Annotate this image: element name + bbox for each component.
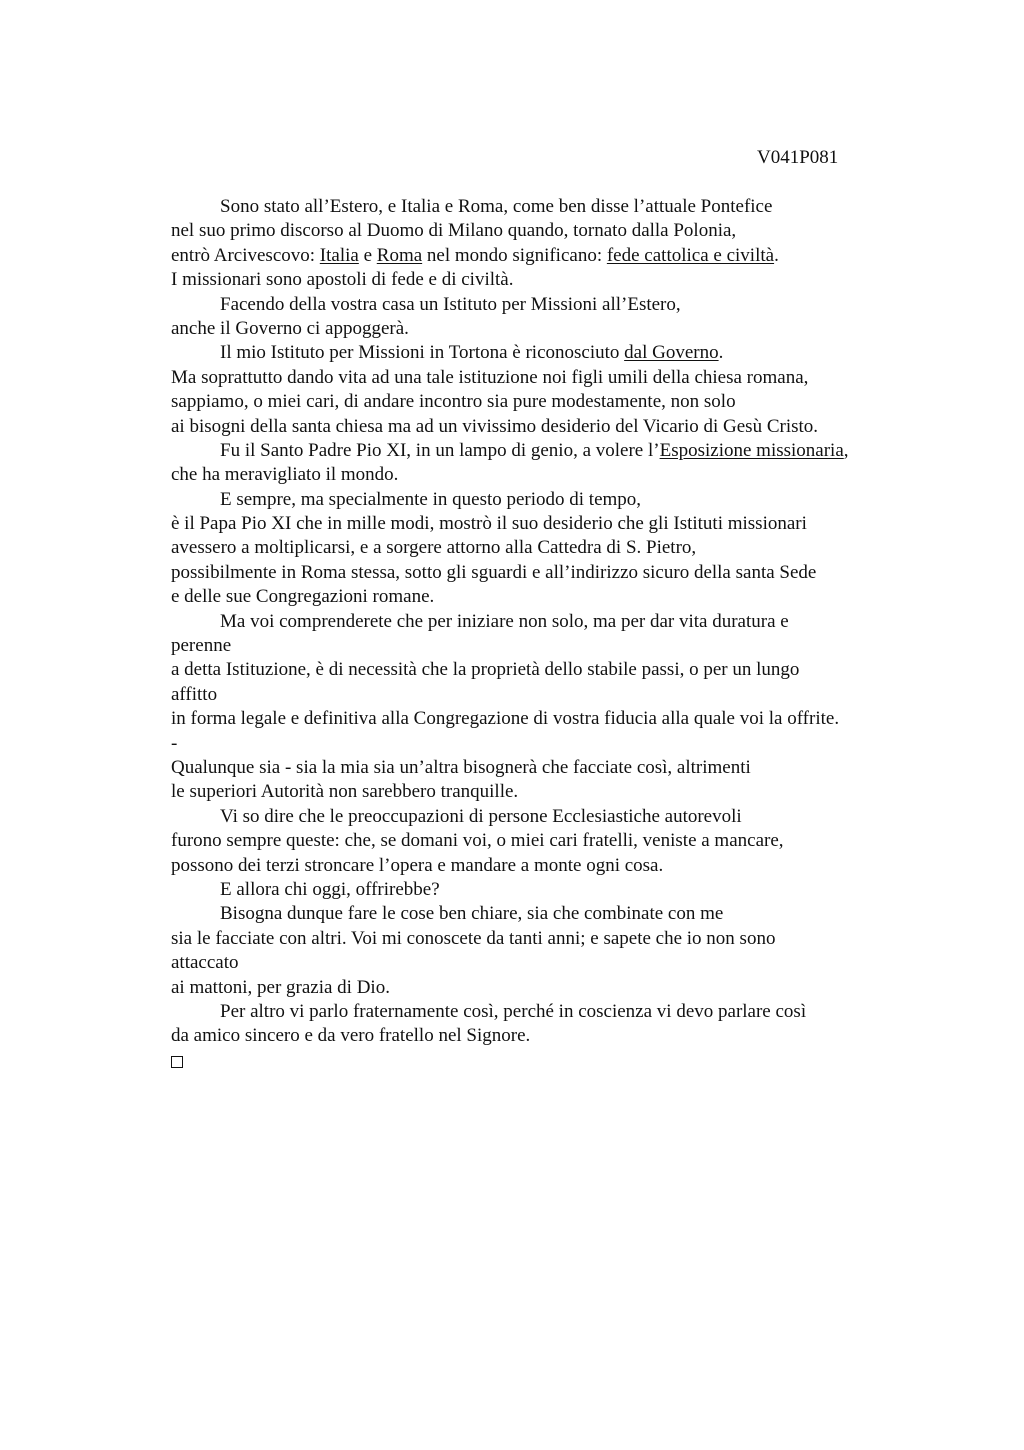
text-line — [171, 634, 971, 658]
text-segment: avessero a moltiplicarsi, e a sorgere attorno alla Cattedra di S. Pietro, — [171, 537, 697, 559]
text-line — [171, 780, 971, 804]
text-segment: perenne — [171, 635, 232, 657]
text-line — [171, 683, 971, 707]
text-segment: - — [171, 732, 178, 754]
text-line — [171, 1024, 971, 1048]
text-segment: . — [718, 342, 724, 364]
text-line — [171, 902, 971, 926]
text-segment: E allora chi oggi, offrirebbe? — [220, 878, 440, 900]
end-marker-line — [171, 1049, 971, 1073]
text-line — [171, 244, 971, 268]
text-line — [171, 610, 971, 634]
text-line — [171, 707, 971, 731]
text-segment: possono dei terzi stroncare l’opera e mandare a monte ogni cosa. — [171, 854, 664, 876]
text-line — [171, 463, 971, 487]
text-line — [171, 658, 971, 682]
text-line — [171, 829, 971, 853]
text-segment: affitto — [171, 683, 218, 705]
text-line — [171, 366, 971, 390]
text-segment: Bisogna dunque fare le cose ben chiare, sia che combinate con me — [220, 903, 724, 925]
text-line — [171, 951, 971, 975]
text-line — [171, 561, 971, 585]
text-line — [171, 390, 971, 414]
text-segment: E sempre, ma specialmente in questo periodo di tempo, — [220, 488, 642, 510]
text-line — [171, 219, 971, 243]
text-segment: a detta Istituzione, è di necessità che la proprietà dello stabile passi, o per un lungo — [171, 659, 800, 681]
text-line — [171, 878, 971, 902]
text-segment: che ha meravigliato il mondo. — [171, 464, 399, 486]
text-segment: Vi so dire che le preoccupazioni di persone Ecclesiastiche autorevoli — [220, 805, 742, 827]
letter-body — [171, 195, 971, 1073]
text-segment: e — [358, 244, 377, 266]
text-segment: Facendo della vostra casa un Istituto per Missioni all’Estero, — [220, 293, 681, 315]
text-segment: , — [843, 439, 849, 461]
text-line — [171, 1000, 971, 1024]
text-segment: Qualunque sia - sia la mia sia un’altra bisognerà che facciate così, altrimenti — [171, 756, 751, 778]
text-line — [171, 512, 971, 536]
text-line — [171, 439, 971, 463]
text-segment: Sono stato all’Estero, e Italia e Roma, come ben disse l’attuale Pontefice — [220, 196, 773, 217]
text-line — [171, 732, 971, 756]
page-code: V041P081 — [757, 147, 839, 168]
text-segment: e delle sue Congregazioni romane. — [171, 586, 435, 608]
text-segment: Per altro vi parlo fraternamente così, perché in coscienza vi devo parlare così — [220, 1000, 807, 1022]
text-line — [171, 268, 971, 292]
text-segment: Ma soprattutto dando vita ad una tale istituzione noi figli umili della chiesa romana, — [171, 366, 809, 388]
text-segment: nel suo primo discorso al Duomo di Milano quando, tornato dalla Polonia, — [171, 220, 737, 242]
text-line — [171, 585, 971, 609]
text-segment: anche il Governo ci appoggerà. — [171, 317, 409, 339]
text-line — [171, 976, 971, 1000]
text-line — [171, 805, 971, 829]
text-segment: da amico sincero e da vero fratello nel Signore. — [171, 1025, 531, 1047]
text-segment: sappiamo, o miei cari, di andare incontro sia pure modestamente, non solo — [171, 391, 736, 413]
text-segment: attaccato — [171, 952, 239, 974]
text-segment: le superiori Autorità non sarebbero tranquille. — [171, 781, 519, 803]
text-line — [171, 854, 971, 878]
text-segment: possibilmente in Roma stessa, sotto gli sguardi e all’indirizzo sicuro della santa Sede — [171, 561, 817, 583]
text-line — [171, 415, 971, 439]
square-box-icon — [171, 1056, 183, 1068]
text-segment: sia le facciate con altri. Voi mi conoscete da tanti anni; e sapete che io non sono — [171, 927, 776, 949]
text-line — [171, 317, 971, 341]
text-line — [171, 293, 971, 317]
text-segment: entrò Arcivescovo: — [171, 244, 320, 266]
text-segment: in forma legale e definitiva alla Congregazione di vostra fiducia alla quale voi la offrite. — [171, 708, 840, 730]
underlined-phrase: Roma — [376, 244, 423, 266]
text-segment: . — [774, 244, 779, 266]
text-line — [171, 341, 971, 365]
text-segment: I missionari sono apostoli di fede e di civiltà. — [171, 269, 514, 291]
text-segment: è il Papa Pio XI che in mille modi, mostrò il suo desiderio che gli Istituti missionari — [171, 513, 807, 535]
text-line — [171, 927, 971, 951]
text-segment: furono sempre queste: che, se domani voi, o miei cari fratelli, veniste a mancare, — [171, 830, 784, 852]
text-segment: Fu il Santo Padre Pio XI, in un lampo di genio, a volere l’ — [220, 439, 660, 461]
text-segment: nel mondo significano: — [422, 244, 607, 266]
underlined-phrase: fede cattolica e civiltà — [606, 244, 775, 266]
text-segment: ai bisogni della santa chiesa ma ad un vivissimo desiderio del Vicario di Gesù Cristo. — [171, 415, 819, 437]
text-segment: ai mattoni, per grazia di Dio. — [171, 976, 390, 998]
text-line — [171, 488, 971, 512]
underlined-phrase: dal Governo — [624, 342, 719, 364]
text-line — [171, 756, 971, 780]
text-line — [171, 195, 971, 219]
underlined-phrase: Italia — [319, 244, 359, 266]
text-segment: Il mio Istituto per Missioni in Tortona è riconosciuto — [220, 342, 625, 364]
text-segment: Ma voi comprenderete che per iniziare non solo, ma per dar vita duratura e — [220, 610, 789, 632]
text-line — [171, 536, 971, 560]
underlined-phrase: Esposizione missionaria — [659, 439, 844, 461]
